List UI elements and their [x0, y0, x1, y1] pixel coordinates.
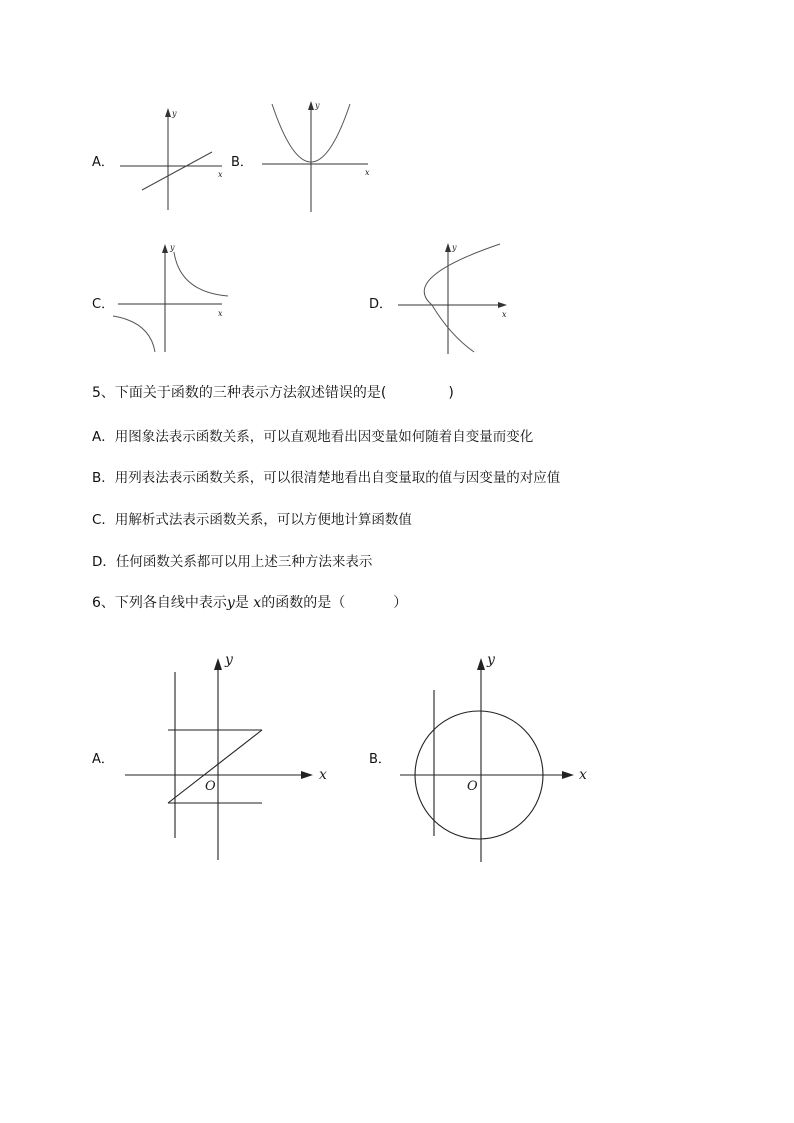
x-axis-label: x [218, 170, 223, 179]
q6-option-a-label: A． [92, 752, 114, 767]
q6-stem-text-1: 6、下列各自线中表示 [92, 595, 227, 611]
q6-stem-text-2: 是 [234, 595, 249, 611]
x-axis-label: x [365, 168, 370, 177]
q6-option-b-label: B． [369, 752, 391, 767]
q4-option-a-label: A． [92, 155, 114, 170]
y-axis-label: y [172, 109, 177, 118]
origin-label: O [205, 779, 216, 794]
y-arrow [477, 658, 485, 670]
y-axis-label: y [487, 652, 495, 668]
q6-var-y: y [226, 595, 235, 611]
q5-choice-c: C．用解析式法表示函数关系，可以方便地计算函数值 [92, 512, 412, 528]
x-arrow [562, 771, 574, 779]
y-axis-label: y [225, 652, 233, 668]
q5-stem-close: ) [448, 385, 454, 401]
q4-option-d-label: D． [369, 297, 393, 312]
q5-choice-b: B．用列表法表示函数关系，可以很清楚地看出自变量取的值与因变量的对应值 [92, 470, 561, 486]
x-axis-label: x [319, 767, 327, 783]
q6-stem-close: ） [393, 595, 408, 611]
y-axis-label: y [452, 243, 457, 252]
q5-stem-text: 5、下面关于函数的三种表示方法叙述错误的是( [92, 385, 387, 401]
origin-label: O [467, 779, 478, 794]
x-axis-label: x [218, 309, 223, 318]
q4-option-b-label: B． [231, 155, 253, 170]
q4-option-c-label: C． [92, 297, 115, 312]
y-axis-label: y [315, 101, 320, 110]
x-axis-label: x [579, 767, 587, 783]
y-axis-label: y [170, 243, 175, 252]
q6-stem-text-3: 的函数的是（ [261, 595, 346, 611]
q6-var-x: x [253, 595, 262, 611]
q5-choice-d: D．任何函数关系都可以用上述三种方法来表示 [92, 554, 373, 570]
q5-choice-a: A．用图象法表示函数关系，可以直观地看出因变量如何随着自变量而变化 [92, 429, 534, 445]
x-axis-label: x [502, 310, 507, 319]
